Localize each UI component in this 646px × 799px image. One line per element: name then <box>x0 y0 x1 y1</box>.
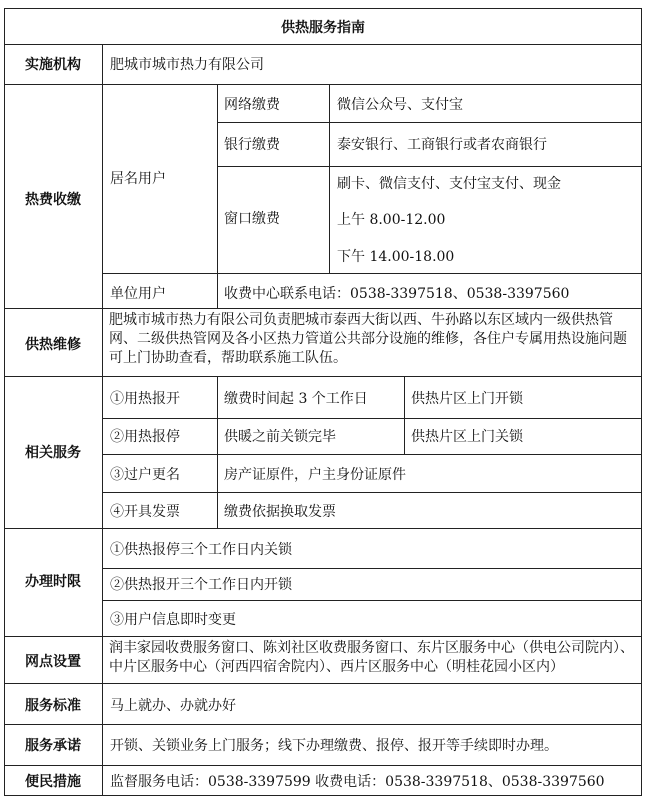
row-divider <box>217 166 642 167</box>
service-detail: 缴费依据换取发票 <box>224 504 336 520</box>
maintenance-value: 肥城市城市热力有限公司负责肥城市泰西大街以西、牛孙路以东区域内一级供热管网、二级供热管网及各小区热力管道公共部分设施的维修，各住户专属用热设施问题可上门协助查看，帮助联系施工队伍。 <box>109 312 627 366</box>
service-name: ②用热报停 <box>110 429 180 445</box>
row-divider <box>4 683 642 684</box>
promise-value: 开锁、关锁业务上门服务；线下办理缴费、报停、报开等手续即时办理。 <box>110 738 558 754</box>
row-divider <box>102 418 642 419</box>
bank-fee-value: 泰安银行、工商银行或者农商银行 <box>337 137 547 153</box>
promise-header: 服务承诺 <box>25 738 81 754</box>
counter-hours-am: 上午 8.00-12.00 <box>337 212 446 228</box>
service-name: ③过户更名 <box>110 467 180 483</box>
online-fee-label: 网络缴费 <box>224 97 280 113</box>
convenience-header: 便民措施 <box>25 774 81 790</box>
services-header: 相关服务 <box>25 445 81 461</box>
convenience-value: 监督服务电话：0538-3397599 收费电话：0538-3397518、0538-3397560 <box>110 774 605 790</box>
standard-value: 马上就办、办就办好 <box>110 698 236 714</box>
maintenance-header: 供热维修 <box>25 337 81 353</box>
table-border-bottom <box>4 795 642 796</box>
service-extra: 供热片区上门开锁 <box>411 391 523 407</box>
online-fee-value: 微信公众号、支付宝 <box>337 97 463 113</box>
row-divider <box>4 376 642 377</box>
table-border-left <box>4 8 5 796</box>
service-name: ①用热报开 <box>110 391 180 407</box>
row-divider <box>4 528 642 529</box>
row-divider <box>4 724 642 725</box>
fees-header: 热费收缴 <box>25 192 81 208</box>
page-title: 供热服务指南 <box>281 20 365 36</box>
service-extra: 供热片区上门关锁 <box>411 429 523 445</box>
table-border-right <box>641 8 642 796</box>
service-name: ④开具发票 <box>110 504 180 520</box>
unit-user-label: 单位用户 <box>110 286 166 302</box>
column-divider <box>102 44 103 796</box>
counter-hours-pm: 下午 14.00-18.00 <box>337 249 455 265</box>
standard-header: 服务标准 <box>25 698 81 714</box>
outlets-value: 润丰家园收费服务窗口、陈刘社区收费服务窗口、东片区服务中心（供电公司院内）、中片区服务中心（河西四宿舍院内）、西片区服务中心（明桂花园小区内） <box>109 640 634 675</box>
table-border-top <box>4 8 642 9</box>
row-divider <box>4 84 642 85</box>
row-divider <box>4 636 642 637</box>
column-divider <box>217 84 218 308</box>
agency-value: 肥城市城市热力有限公司 <box>110 57 264 73</box>
timelimit-header: 办理时限 <box>25 574 81 590</box>
row-divider <box>102 600 642 601</box>
row-divider <box>102 568 642 569</box>
bank-fee-label: 银行缴费 <box>224 137 280 153</box>
timelimit-item: ①供热报停三个工作日内关锁 <box>110 542 292 558</box>
outlets-header: 网点设置 <box>25 654 81 670</box>
column-divider <box>404 376 405 454</box>
service-detail: 供暖之前关锁完毕 <box>224 429 336 445</box>
resident-label: 居名用户 <box>110 171 166 187</box>
column-divider <box>329 84 330 273</box>
row-divider <box>217 122 642 123</box>
unit-user-value: 收费中心联系电话：0538-3397518、0538-3397560 <box>224 286 570 302</box>
row-divider <box>102 492 642 493</box>
service-detail: 缴费时间起 3 个工作日 <box>224 391 368 407</box>
row-divider <box>4 765 642 766</box>
timelimit-item: ③用户信息即时变更 <box>110 612 236 628</box>
agency-header: 实施机构 <box>25 57 81 73</box>
row-divider <box>102 273 642 274</box>
row-divider <box>4 44 642 45</box>
row-divider <box>4 308 642 309</box>
row-divider <box>102 454 642 455</box>
counter-fee-label: 窗口缴费 <box>224 211 280 227</box>
column-divider <box>217 376 218 528</box>
service-guide-table <box>4 8 642 796</box>
counter-methods: 刷卡、微信支付、支付宝支付、现金 <box>337 176 561 192</box>
timelimit-item: ②供热报开三个工作日内开锁 <box>110 577 292 593</box>
service-detail: 房产证原件，户主身份证原件 <box>224 467 406 483</box>
